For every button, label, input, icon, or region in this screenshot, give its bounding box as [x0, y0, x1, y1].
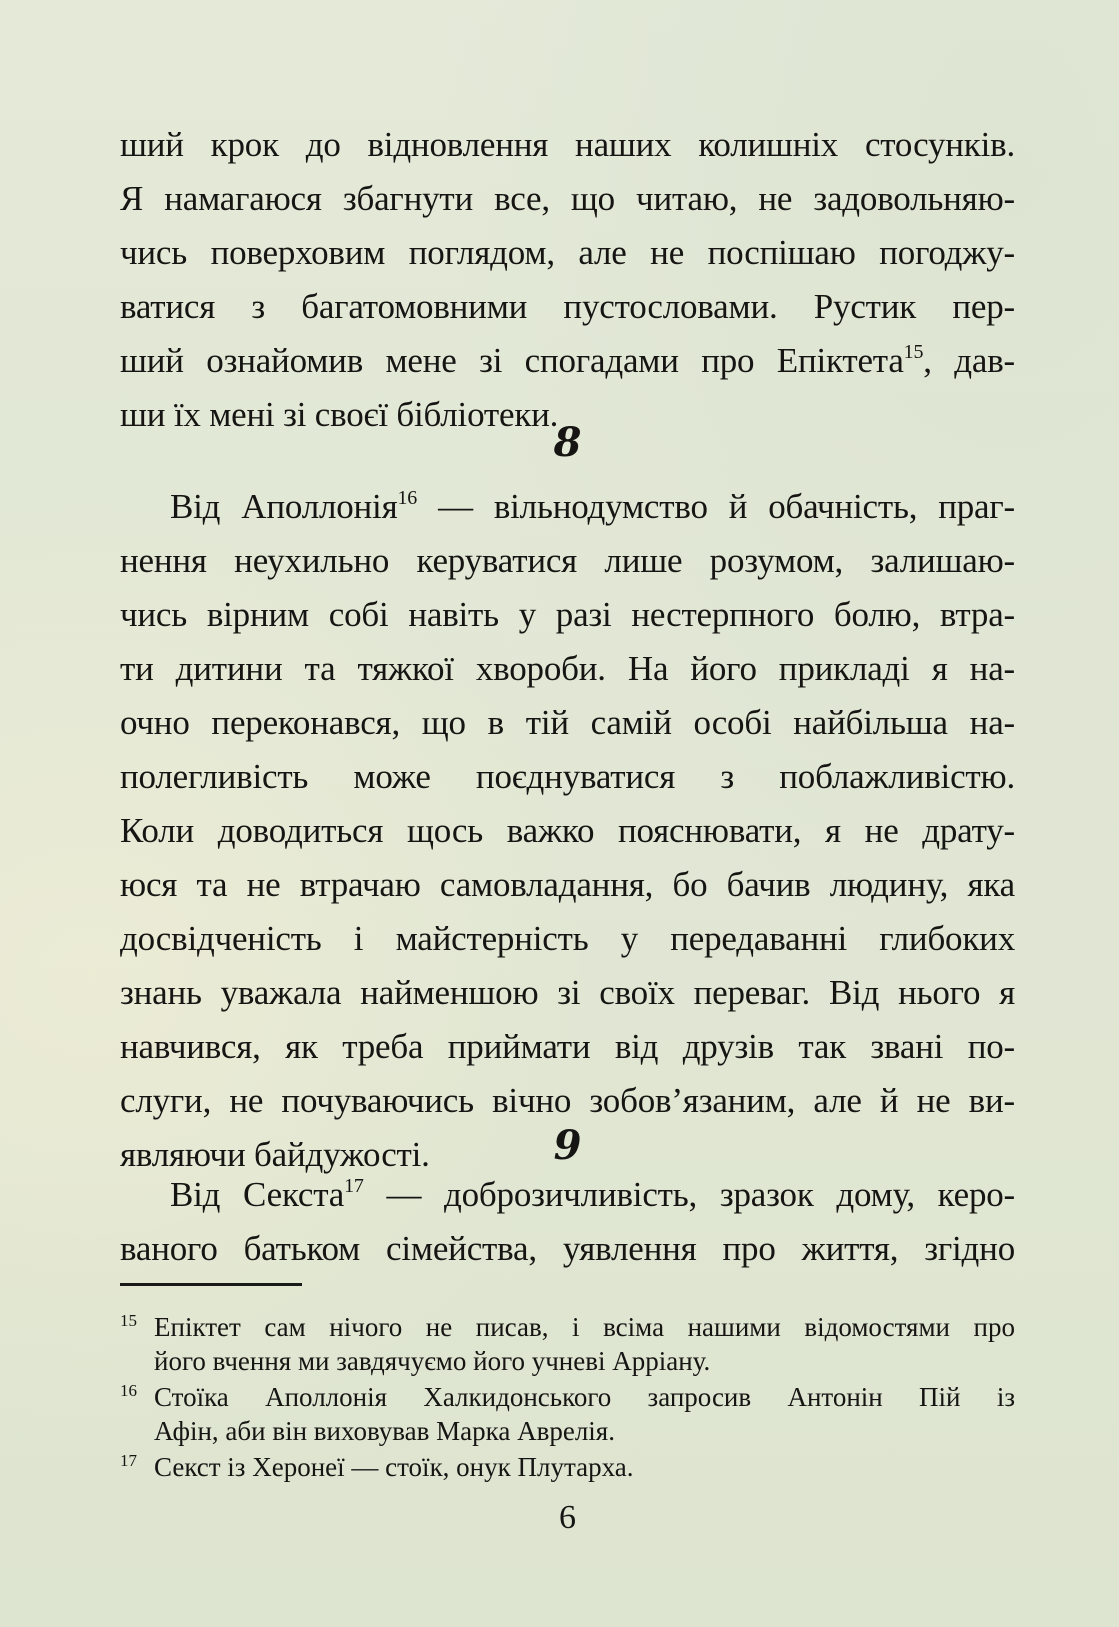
- text-line: [120, 912, 1015, 966]
- text-span: нення неухильно керуватися лише розумом, залишаю-: [120, 541, 1015, 580]
- text-span: чись поверховим поглядом, але не поспішаю погоджу-: [120, 233, 1015, 272]
- footnote-divider: [120, 1283, 302, 1286]
- text-span: — вільнодумство й обачність, праг-: [417, 487, 1015, 526]
- text-span: навчився, як треба приймати від друзів так звані по-: [120, 1027, 1015, 1066]
- text-span: ватися з багатомовними пустословами. Рустик пер-: [120, 287, 1015, 326]
- text-span: слуги, не почуваючись вічно зобов’язаним, але й не ви-: [120, 1081, 1015, 1120]
- footnote-number: 15: [120, 1311, 137, 1330]
- text-line: [120, 534, 1015, 588]
- section-number-9: 9: [553, 1122, 582, 1169]
- footnote-ref-16[interactable]: 16: [397, 487, 418, 509]
- text-span: Від Секста: [170, 1175, 345, 1214]
- footnote-text: його вчення ми завдячуємо його учневі Арріану.: [154, 1346, 711, 1376]
- text-span: ши їх мені зі своєї бібліотеки.: [120, 395, 559, 434]
- footnote-text: Епіктет сам нічого не писав, і всіма нашими відомостями про: [154, 1312, 1015, 1342]
- text-line: [120, 642, 1015, 696]
- text-span: Коли доводиться щось важко пояснювати, я не драту-: [120, 811, 1015, 850]
- text-line: [120, 696, 1015, 750]
- text-line: [120, 750, 1015, 804]
- text-span: ваного батьком сімейства, уявлення про життя, згідно: [120, 1229, 1015, 1268]
- text-span: знань уважала найменшою зі своїх переваг. Від нього я: [120, 973, 1015, 1012]
- text-span: ший крок до відновлення наших колишніх стосунків.: [120, 125, 1015, 164]
- text-line: [120, 966, 1015, 1020]
- text-line: [120, 1020, 1015, 1074]
- footnote-text: Стоїка Аполлонія Халкидонського запросив Антонін Пій із: [154, 1382, 1015, 1412]
- footnote-number: 16: [120, 1381, 137, 1400]
- text-line: [120, 118, 1015, 172]
- text-line: [120, 172, 1015, 226]
- text-span: — доброзичливість, зразок дому, керо-: [363, 1175, 1015, 1214]
- text-line: [120, 1168, 1015, 1222]
- footnote-text: Секст із Херонеї — стоїк, онук Плутарха.: [154, 1452, 634, 1482]
- text-span: ти дитини та тяжкої хвороби. На його прикладі я на-: [120, 649, 1015, 688]
- text-span: чись вірним собі навіть у разі нестерпного болю, втра-: [120, 595, 1015, 634]
- text-span: полегливість може поєднуватися з поблажливістю.: [120, 757, 1015, 796]
- text-span: , дав-: [923, 341, 1015, 380]
- text-line: [120, 334, 1015, 388]
- section-number-8: 8: [553, 419, 582, 466]
- text-span: являючи байдужості.: [120, 1135, 430, 1174]
- page-number: 6: [559, 1499, 576, 1536]
- footnote-ref-17[interactable]: 17: [344, 1175, 364, 1197]
- text-line: [120, 804, 1015, 858]
- footnote-text: Афін, аби він виховував Марка Аврелія.: [154, 1416, 615, 1446]
- text-line: [120, 1222, 1015, 1276]
- text-span: Я намагаюся збагнути все, що читаю, не задовольняю-: [120, 179, 1015, 218]
- text-span: Від Аполлонія: [170, 487, 398, 526]
- text-span: досвідченість і майстерність у передаванні глибоких: [120, 919, 1015, 958]
- text-line: [120, 588, 1015, 642]
- footnote-ref-15[interactable]: 15: [903, 341, 924, 363]
- text-line: [120, 226, 1015, 280]
- text-span: очно переконався, що в тій самій особі найбільша на-: [120, 703, 1015, 742]
- text-span: ший ознайомив мене зі спогадами про Епіктета: [120, 341, 904, 380]
- text-line: [120, 280, 1015, 334]
- text-line: [120, 1074, 1015, 1128]
- text-line: [120, 480, 1015, 534]
- text-span: юся та не втрачаю самовладання, бо бачив людину, яка: [120, 865, 1015, 904]
- footnote-number: 17: [120, 1451, 137, 1470]
- text-line: [120, 858, 1015, 912]
